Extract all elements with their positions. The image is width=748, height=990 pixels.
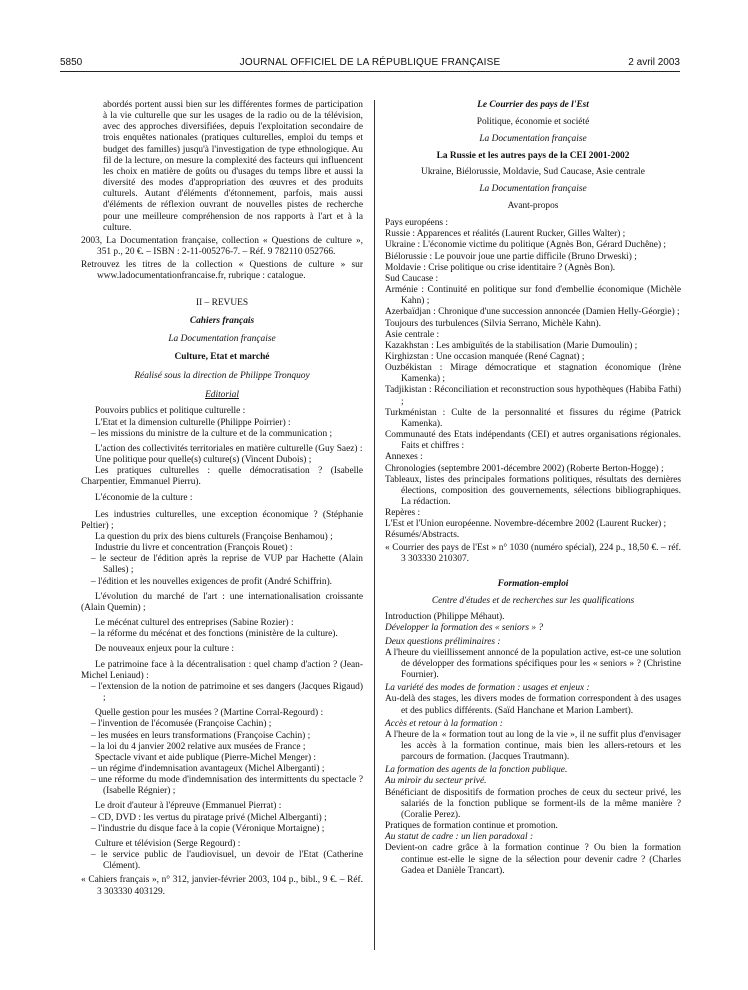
list-item: – le secteur de l'édition après la reprise de VUP par Hachette (Alain Salles) ; (91, 554, 363, 576)
issue-title: Culture, Etat et marché (174, 351, 270, 362)
issue-reference: « Courrier des pays de l'Est » n° 1030 (numéro spécial), 224 p., 18,50 €. – réf. 3 303330 210307. (385, 542, 681, 564)
publisher-name: La Documentation française (168, 333, 276, 344)
journal-title: JOURNAL OFFICIEL DE LA RÉPUBLIQUE FRANÇAISE (239, 57, 501, 68)
list-item: Communauté des Etats indépendants (CEI) et autres organisations régionales. Faits et chiffres : (385, 430, 681, 452)
list-item: Ouzbékistan : Mirage démocratique et stagnation économique (Irène Kamenka) ; (385, 363, 681, 385)
publisher-name: La Documentation française (479, 134, 587, 145)
list-item: Azerbaïdjan : Chronique d'une succession annoncée (Damien Helly-Géorgie) ; (385, 307, 680, 318)
list-item: Bénéficiant de dispositifs de formation proches de ceux du secteur privé, les salariés de la fonction publique se forment-ils de la même manière ? (Coralie Perez). (385, 787, 681, 820)
list-item: Le mécénat culturel des entreprises (Sabine Rozier) : (95, 618, 294, 629)
direction-line: Réalisé sous la direction de Philippe Tronquoy (134, 371, 310, 382)
left-column (81, 100, 363, 898)
list-item: Les industries culturelles, une exception économique ? (Stéphanie Peltier) ; (81, 509, 363, 531)
list-item: Résumés/Abstracts. (385, 530, 460, 541)
list-item: – un régime d'indemnisation avantageux (Michel Alberganti) ; (91, 763, 325, 774)
right-column (385, 100, 681, 877)
list-item: L'économie de la culture : (95, 492, 193, 503)
list-item: – l'édition et les nouvelles exigences de profit (André Schiffrin). (91, 576, 333, 587)
list-item: Pratiques de formation continue et promotion. (385, 821, 558, 832)
list-item: Russie : Apparences et réalités (Laurent Rucker, Gilles Walter) ; (385, 229, 626, 240)
list-item: – le service public de l'audiovisuel, un devoir de l'Etat (Catherine Clément). (91, 850, 363, 872)
list-item: Sud Caucase : (385, 273, 439, 284)
list-item: Au miroir du secteur privé. (385, 776, 487, 787)
list-item: L'action des collectivités territoriales en matière culturelle (Guy Saez) : (95, 443, 363, 454)
page-header (60, 57, 680, 71)
issue-reference: « Cahiers français », n° 312, janvier-février 2003, 104 p., bibl., 9 €. – Réf. 3 303330 403129. (81, 875, 363, 897)
list-item: Deux questions préliminaires : (385, 636, 501, 647)
countries-line: Ukraine, Biélorussie, Moldavie, Sud Caucase, Asie centrale (421, 166, 645, 177)
list-item: Asie centrale : (385, 329, 440, 340)
list-item: Au statut de cadre : un lien paradoxal : (385, 832, 534, 843)
list-item: La formation des agents de la fonction publique. (385, 765, 568, 776)
list-item: Accès et retour à la formation : (385, 718, 503, 729)
list-item: De nouveaux enjeux pour la culture : (95, 644, 235, 655)
publisher-name: La Documentation française (479, 183, 587, 194)
section-title: Formation-emploi (497, 578, 569, 589)
list-item: La question du prix des biens culturels (Françoise Benhamou) ; (95, 532, 333, 542)
list-item: – la réforme du mécénat et des fonctions (ministère de la culture). (91, 629, 338, 640)
list-item: Repères : (385, 508, 421, 519)
journal-name: Cahiers français (189, 315, 255, 326)
centre-name: Centre d'études et de recherches sur les qualifications (431, 596, 635, 607)
list-item: Arménie : Continuité en politique sur fond d'embellie économique (Michèle Kahn) ; (385, 285, 681, 307)
journal-subtitle: Politique, économie et société (476, 117, 590, 128)
list-item: – les musées en leurs transformations (Françoise Cachin) ; (91, 730, 311, 741)
list-item: Devient-on cadre grâce à la formation continue ? Ou bien la formation continue est-elle le signe de la sélection pour devenir cadre ? (Charles Gadea et Danièle Trancart). (385, 843, 681, 876)
list-item: Au-delà des stages, les divers modes de formation correspondent à des usages et des publics différents. (Saïd Hanchane et Marion Lambert). (385, 694, 681, 716)
list-item: Le droit d'auteur à l'épreuve (Emmanuel Pierrat) : (95, 801, 282, 812)
journal-name: Le Courrier des pays de l'Est (477, 100, 589, 110)
list-item: Tadjikistan : Réconciliation et reconstruction sous hypothèques (Habiba Fathi) ; (385, 385, 681, 407)
list-item: Kirghizstan : Une occasion manquée (René Cagnat) ; (385, 351, 585, 362)
list-item: Chronologies (septembre 2001-décembre 2002) (Roberte Berton-Hogge) ; (385, 463, 664, 474)
list-item: – l'invention de l'écomusée (Françoise Cachin) ; (91, 719, 272, 730)
list-item: – la loi du 4 janvier 2002 relative aux musées de France ; (91, 741, 306, 752)
editorial-heading: Editorial (205, 390, 239, 401)
list-item: Une politique pour quelle(s) culture(s) (Vincent Dubois) ; (95, 455, 312, 466)
intro-paragraph: abordés portent aussi bien sur les différentes formes de participation à la vie culturelle que sur les usages de la radio ou de la télévision, avec des approches diversifiées, depuis l'exploitation secondaire de trois enquêtes nationales (pratiques culturelles, emploi du temps et budget des familles) jusqu'à l'investigation de type ethnologique. Au fil de la lecture, on mesure la complexité des facteurs qui influencent les choix en matière de goûts ou d'usages du temps libre et aussi la diversité des modes d'appropriation des œuvres et des produits culturels. Autant d'éléments d'étonnement, parfois, mais aussi d'éléments de réflexion ouvrant de nouvelles pistes de recherche pour une meilleure compréhension de nos rapports à l'art et à la culture. (103, 100, 363, 233)
issue-title: La Russie et les autres pays de la CEI 2001-2002 (436, 151, 630, 162)
list-item: L'évolution du marché de l'art : une internationalisation croissante (Alain Quemin) ; (81, 591, 363, 613)
list-item: L'Est et l'Union européenne. Novembre-décembre 2002 (Laurent Rucker) ; (385, 519, 667, 530)
list-item: Pays européens : (385, 218, 449, 229)
list-item: – les missions du ministre de la culture et de la communication ; (91, 428, 333, 439)
issue-date: 2 avril 2003 (628, 57, 680, 68)
list-item: Quelle gestion pour les musées ? (Martine Corral-Regourd) : (95, 708, 324, 719)
list-item: Moldavie : Crise politique ou crise identitaire ? (Agnès Bon). (385, 262, 616, 273)
list-item: Introduction (Philippe Méhaut). (385, 612, 505, 623)
list-item: Pouvoirs publics et politique culturelle : (95, 406, 246, 417)
list-item: – l'industrie du disque face à la copie (Véronique Mortaigne) ; (91, 823, 325, 834)
column-divider (374, 100, 375, 950)
list-item: Le patrimoine face à la décentralisation : quel champ d'action ? (Jean-Michel Leniaud) : (81, 659, 363, 681)
list-item: Toujours des turbulences (Silvia Serrano, Michèle Kahn). (385, 318, 601, 329)
collection-notice: Retrouvez les titres de la collection « Questions de culture » sur www.ladocumentationfrancaise.fr, rubrique : catalogue. (81, 260, 363, 282)
list-item: Annexes : (385, 452, 423, 463)
list-item: Les pratiques culturelles : quelle démocratisation ? (Isabelle Charpentier, Emmanuel Pierru). (81, 466, 363, 488)
list-item: A l'heure de la « formation tout au long de la vie », il ne suffit plus d'envisager les accès à la formation continue, mais bien les allers-retours et les parcours de formation. (Jacques Trautmann). (385, 729, 681, 763)
list-item: – une réforme du mode d'indemnisation des intermittents du spectacle ? (Isabelle Régnier) ; (91, 775, 363, 797)
list-item: Culture et télévision (Serge Regourd) : (95, 838, 241, 849)
list-item: Ukraine : L'économie victime du politique (Agnès Bon, Gérard Duchêne) ; (385, 240, 667, 251)
list-item: L'Etat et la dimension culturelle (Philippe Poirrier) : (95, 417, 291, 428)
list-item: Biélorussie : Le pouvoir joue une partie difficile (Bruno Drweski) ; (385, 251, 637, 262)
list-item: Tableaux, listes des principales formations politiques, résultats des dernières élections, composition des gouvernements, sélections bibliographiques. La rédaction. (385, 474, 681, 507)
publication-reference: 2003, La Documentation française, collection « Questions de culture », 351 p., 20 €. – ISBN : 2-11-005276-7. – Réf. 9 782110 052766. (81, 235, 363, 258)
list-item: – CD, DVD : les vertus du piratage privé (Michel Alberganti) ; (91, 812, 327, 823)
page-number: 5850 (60, 57, 83, 68)
header-rule (60, 71, 680, 72)
list-item: Spectacle vivant et aide publique (Pierre-Michel Menger) : (95, 752, 317, 763)
list-item: Industrie du livre et concentration (François Rouet) : (95, 543, 293, 554)
list-item: Turkménistan : Culte de la personnalité et fissures du régime (Patrick Kamenka). (385, 407, 681, 429)
avant-propos: Avant-propos (507, 200, 559, 211)
list-item: A l'heure du vieillissement annoncé de la population active, est-ce une solution de développer des formations spécifiques pour les « seniors » ? (Christine Fournier). (385, 647, 681, 681)
section-heading: II – REVUES (195, 297, 249, 308)
list-item: La variété des modes de formation : usages et enjeux : (385, 683, 590, 694)
list-item: Kazakhstan : Les ambiguïtés de la stabilisation (Marie Dumoulin) ; (385, 340, 638, 351)
list-item: – l'extension de la notion de patrimoine et ses dangers (Jacques Rigaud) ; (91, 681, 363, 704)
list-item: Développer la formation des « seniors » ? (385, 623, 544, 634)
